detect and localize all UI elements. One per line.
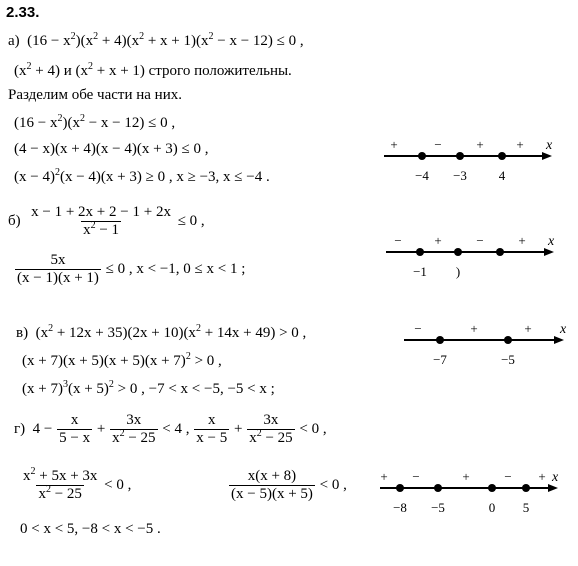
interval-sign: − bbox=[434, 137, 442, 152]
point-label: 0 bbox=[488, 500, 496, 515]
part-g-line-1: г) 4 − $\frac{x}{5 - x}$ + $\frac{3x}{x^2 - 25}$ < 4 , $\frac{x}{x - 5}$ + $\frac{3x}{x^2 - 25}$ < 0 , bbox=[14, 412, 327, 447]
part-a-line-1: а) $(16 - x^2)(x^2 + 4)(x^2 + x + 1)(x^2 - x - 12) \le 0$ , bbox=[8, 31, 304, 49]
axis-arrow bbox=[542, 152, 552, 160]
axis-arrow bbox=[554, 336, 564, 344]
numline-a bbox=[380, 138, 560, 188]
numline-v bbox=[400, 318, 570, 368]
point-label: −3 bbox=[453, 168, 467, 183]
part-g-line-4: 0 < x < 5, −8 < x < −5 . bbox=[20, 521, 161, 537]
axis-arrow bbox=[548, 484, 558, 492]
part-v-line-3: $(x + 7)^3(x + 5)^2 > 0$ , −7 < x < −5, −5 < x ; bbox=[22, 379, 275, 397]
problem-number: 2.33. bbox=[6, 4, 40, 21]
interval-sign: + bbox=[538, 469, 546, 484]
numline-point bbox=[416, 248, 424, 256]
part-v-label: в) bbox=[16, 325, 29, 341]
point-label: −8 bbox=[393, 500, 407, 515]
part-a-line-6: $(x - 4)^2(x - 4)(x + 3) \ge 0$ , x ≥ −3, x ≤ −4 . bbox=[14, 167, 270, 185]
interval-sign: + bbox=[516, 137, 524, 152]
interval-sign: − bbox=[476, 233, 484, 248]
interval-sign: − bbox=[412, 469, 420, 484]
part-g-line-3: $\frac{x(x + 8)}{(x - 5)(x + 5)}$ < 0 , bbox=[231, 468, 347, 503]
interval-sign: + bbox=[434, 233, 442, 248]
interval-sign: − bbox=[504, 469, 512, 484]
numline-point bbox=[456, 152, 464, 160]
fraction: $\frac{x(x + 8)}{(x - 5)(x + 5)}$ bbox=[231, 468, 313, 503]
axis-arrow bbox=[544, 248, 554, 256]
axis-label: x bbox=[546, 138, 553, 153]
part-a-line-4: $(16 - x^2)(x^2 - x - 12) \le 0$ , bbox=[14, 113, 176, 131]
interval-sign: + bbox=[390, 137, 398, 152]
part-a-line-2: $(x^2 + 4)$ и $(x^2 + x + 1)$ строго положительны. bbox=[14, 61, 292, 79]
numline-point bbox=[454, 248, 462, 256]
part-v-line-1: в) $(x^2 + 12x + 35)(2x + 10)(x^2 + 14x + 49) > 0$ , bbox=[16, 323, 307, 341]
interval-sign: + bbox=[380, 469, 388, 484]
axis-label: x bbox=[560, 322, 567, 337]
point-label: −7 bbox=[433, 352, 447, 367]
numline-point bbox=[504, 336, 512, 344]
numline-point bbox=[522, 484, 530, 492]
point-label: ) bbox=[455, 264, 461, 279]
axis-label: x bbox=[548, 234, 555, 249]
interval-sign: + bbox=[470, 321, 478, 336]
interval-sign: − bbox=[394, 233, 402, 248]
part-b-line-2: $\frac{5x}{(x - 1)(x + 1)}$ ≤ 0 , x < −1, 0 ≤ x < 1 ; bbox=[17, 252, 246, 287]
fraction: $\frac{5x}{(x - 1)(x + 1)}$ bbox=[17, 252, 99, 287]
fraction: $\frac{x}{5 - x}$ bbox=[59, 412, 91, 447]
interval-sign: + bbox=[476, 137, 484, 152]
fraction: $\frac{x^2 + 5x + 3x}{x^2 - 25}$ bbox=[23, 466, 98, 503]
interval-sign: + bbox=[462, 469, 470, 484]
numline-point bbox=[434, 484, 442, 492]
part-a-line-5: (4 − x)(x + 4)(x − 4)(x + 3) ≤ 0 , bbox=[14, 141, 209, 157]
point-label: −5 bbox=[501, 352, 515, 367]
fraction: $\frac{3x}{x^2 - 25}$ bbox=[249, 412, 293, 447]
part-b-line-1: б) $\frac{x - 1 + 2x + 2 - 1 + 2x}{x^2 - 1}$ ≤ 0 , bbox=[8, 204, 205, 239]
point-label: 4 bbox=[498, 168, 506, 183]
fraction: $\frac{x - 1 + 2x + 2 - 1 + 2x}{x^2 - 1}$ bbox=[31, 204, 171, 239]
fraction: $\frac{3x}{x^2 - 25}$ bbox=[112, 412, 156, 447]
part-g-label: г) bbox=[14, 421, 26, 437]
numline-point bbox=[496, 248, 504, 256]
numline-point bbox=[396, 484, 404, 492]
part-a-label: а) bbox=[8, 33, 20, 49]
fraction: $\frac{x}{x - 5}$ bbox=[196, 412, 228, 447]
part-g-line-2: $\frac{x^2 + 5x + 3x}{x^2 - 25}$ < 0 , bbox=[23, 466, 132, 503]
numline-point bbox=[498, 152, 506, 160]
interval-sign: + bbox=[524, 321, 532, 336]
numline-point bbox=[488, 484, 496, 492]
numline-point bbox=[436, 336, 444, 344]
point-label: −4 bbox=[415, 168, 429, 183]
part-v-line-2: $(x + 7)(x + 5)(x + 5)(x + 7)^2 > 0$ , bbox=[22, 351, 222, 369]
axis-label: x bbox=[552, 470, 559, 485]
interval-sign: − bbox=[414, 321, 422, 336]
numline-b bbox=[380, 234, 560, 284]
point-label: −1 bbox=[413, 264, 427, 279]
interval-sign: + bbox=[518, 233, 526, 248]
point-label: 5 bbox=[522, 500, 530, 515]
part-a-line-3: Разделим обе части на них. bbox=[8, 87, 182, 103]
part-b-label: б) bbox=[8, 213, 21, 229]
point-label: −5 bbox=[431, 500, 445, 515]
numline-point bbox=[418, 152, 426, 160]
numline-g bbox=[376, 466, 566, 516]
